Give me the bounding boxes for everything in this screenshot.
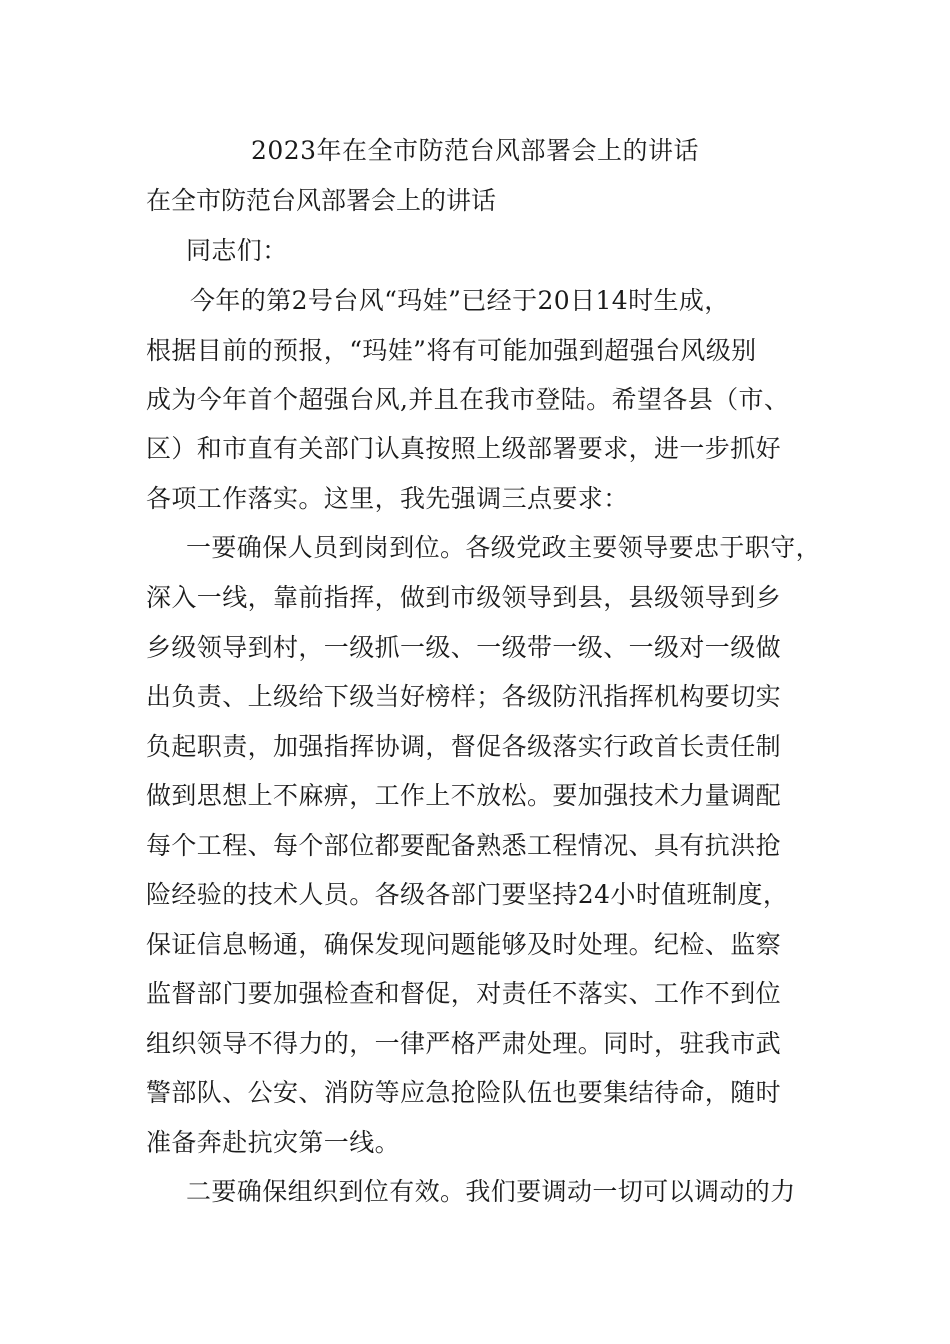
text-line: 险经验的技术人员。各级各部门要坚持24小时值班制度， <box>146 880 789 909</box>
text-line: 警部队、公安、消防等应急抢险队伍也要集结待命，随时 <box>146 1078 782 1107</box>
document-subtitle: 在全市防范台风部署会上的讲话 <box>146 186 497 215</box>
text-line: 乡级领导到村，一级抓一级、一级带一级、一级对一级做 <box>146 633 782 662</box>
text-line: 区）和市直有关部门认真按照上级部署要求，进一步抓好 <box>146 434 782 463</box>
text-line: 负起职责，加强指挥协调，督促各级落实行政首长责任制 <box>146 732 782 761</box>
text-line: 做到思想上不麻痹，工作上不放松。要加强技术力量调配 <box>146 781 782 810</box>
text-line: 根据目前的预报，“玛娃”将有可能加强到超强台风级别 <box>146 336 757 365</box>
text-line: 组织领导不得力的，一律严格严肃处理。同时，驻我市武 <box>146 1029 782 1058</box>
text-line: 保证信息畅通，确保发现问题能够及时处理。纪检、监察 <box>146 930 782 959</box>
text-line: 二要确保组织到位有效。我们要调动一切可以调动的力 <box>186 1177 796 1206</box>
text-line: 监督部门要加强检查和督促，对责任不落实、工作不到位 <box>146 979 782 1008</box>
text-line: 深入一线，靠前指挥，做到市级领导到县，县级领导到乡 <box>146 583 782 612</box>
text-line: 同志们： <box>186 236 288 265</box>
text-line: 各项工作落实。这里，我先强调三点要求： <box>146 484 629 513</box>
text-line: 一要确保人员到岗到位。各级党政主要领导要忠于职守， <box>186 533 822 562</box>
document-title: 2023年在全市防范台风部署会上的讲话 <box>250 136 700 165</box>
text-line: 出负责、上级给下级当好榜样；各级防汛指挥机构要切实 <box>146 682 782 711</box>
text-line: 准备奔赴抗灾第一线。 <box>146 1128 401 1157</box>
text-line: 今年的第2号台风“玛娃”已经于20日14时生成， <box>190 286 730 315</box>
text-line: 每个工程、每个部位都要配备熟悉工程情况、具有抗洪抢 <box>146 831 782 860</box>
text-line: 成为今年首个超强台风,并且在我市登陆。希望各县（市、 <box>146 385 790 414</box>
